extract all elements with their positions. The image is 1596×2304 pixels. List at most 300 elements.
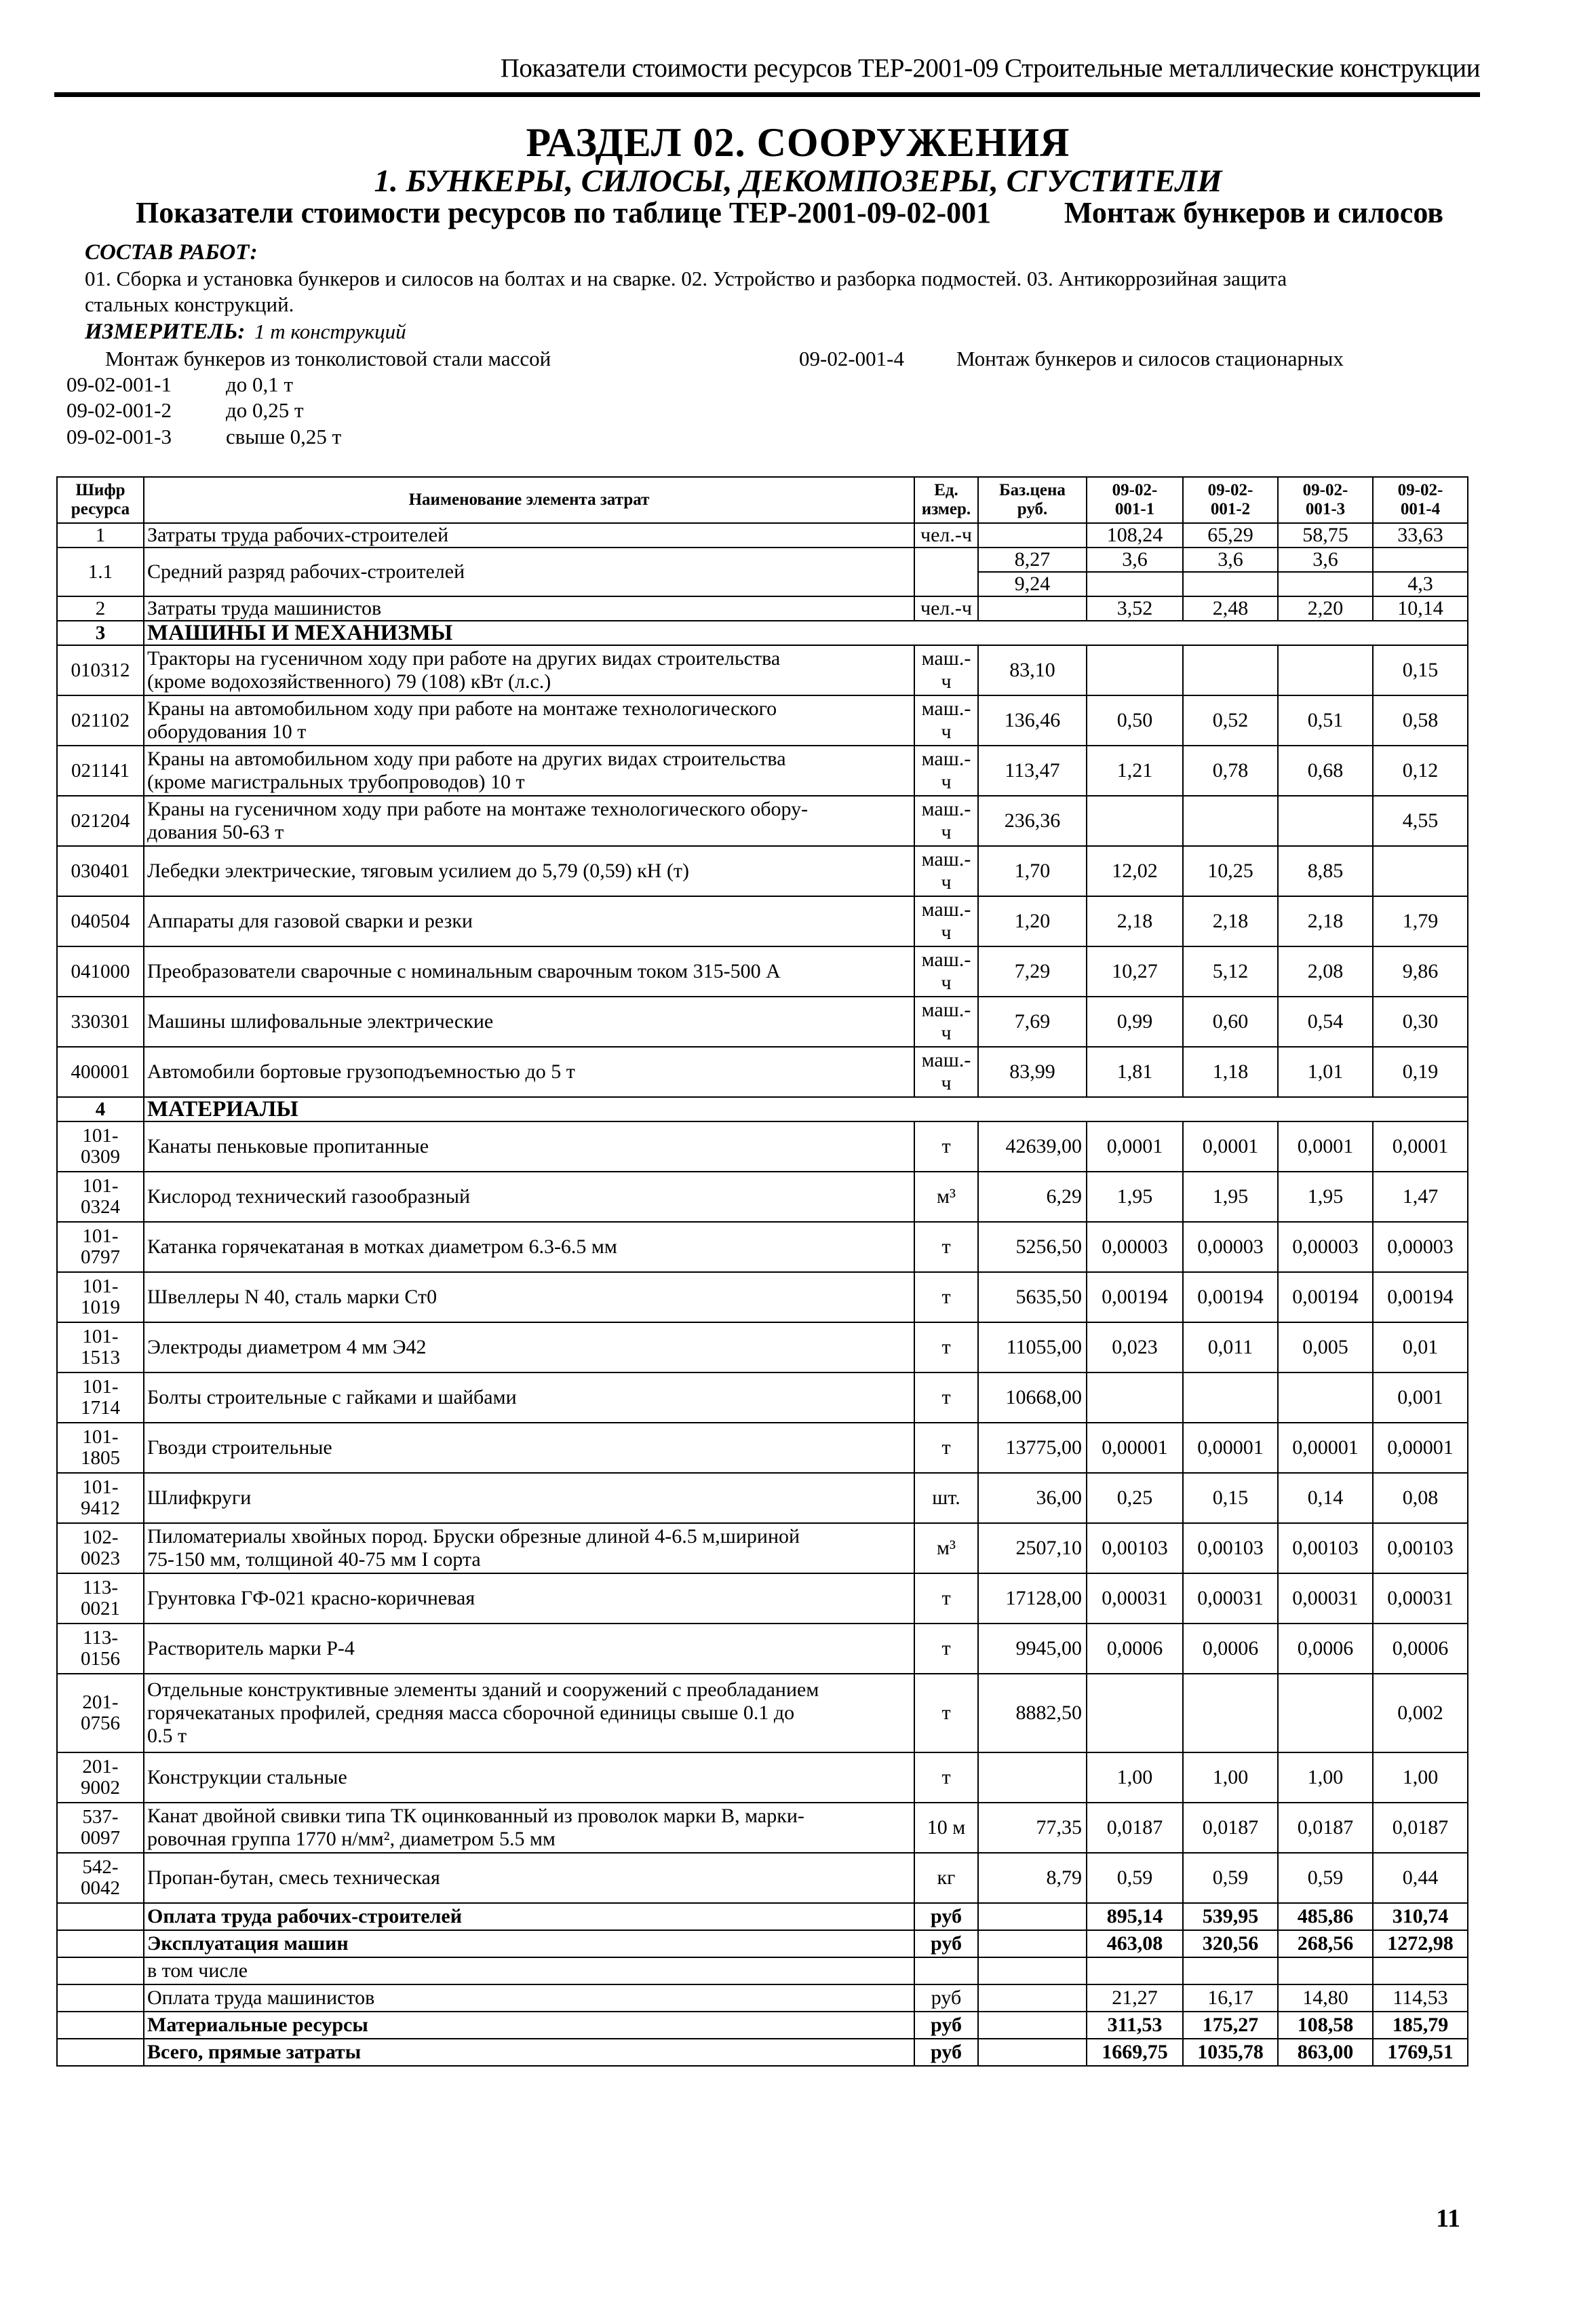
cell-code: 021141 bbox=[57, 746, 144, 796]
cell-value: 3,52 bbox=[1087, 596, 1183, 621]
cell-line: 1513 bbox=[81, 1347, 120, 1368]
variant-desc-4: Монтаж бункеров и силосов стационарных bbox=[956, 347, 1344, 370]
cell-unit: м³ bbox=[914, 1523, 978, 1573]
cell-value: 863,00 bbox=[1278, 2039, 1373, 2066]
cell-unit bbox=[914, 946, 978, 997]
cell-name: Швеллеры N 40, сталь марки Ст0 bbox=[144, 1272, 914, 1322]
cell-code bbox=[57, 1272, 144, 1322]
cell-value bbox=[1183, 1957, 1278, 1984]
cell-price: 5256,50 bbox=[978, 1222, 1087, 1272]
cell-value: 0,00003 bbox=[1373, 1222, 1468, 1272]
cell-line: 0756 bbox=[81, 1712, 120, 1734]
cell-line: Пиломатериалы хвойных пород. Бруски обрезные длиной 4-6.5 м,шириной bbox=[147, 1525, 800, 1548]
cell-name: в том числе bbox=[144, 1957, 914, 1984]
cell-code bbox=[57, 2012, 144, 2039]
cell-price: 10668,00 bbox=[978, 1372, 1087, 1423]
cell-unit: руб bbox=[914, 1930, 978, 1957]
cell-value: 0,59 bbox=[1278, 1853, 1373, 1903]
cell-value: 3,6 bbox=[1087, 548, 1183, 572]
cell-line: 9002 bbox=[81, 1777, 120, 1799]
cell-value: 0,00194 bbox=[1087, 1272, 1183, 1322]
cell-price bbox=[978, 1984, 1087, 2012]
cell-line: Краны на автомобильном ходу при работе на других видах строительства bbox=[147, 748, 786, 770]
cell-value: 0,00031 bbox=[1373, 1573, 1468, 1624]
cell-code: 2 bbox=[57, 596, 144, 621]
subsection-title: 1. БУНКЕРЫ, СИЛОСЫ, ДЕКОМПОЗЕРЫ, СГУСТИТЕЛИ bbox=[374, 164, 1222, 199]
cell-value: 1769,51 bbox=[1373, 2039, 1468, 2066]
cell-value bbox=[1278, 1957, 1373, 1984]
cell-value: 320,56 bbox=[1183, 1930, 1278, 1957]
cell-value: 0,00103 bbox=[1183, 1523, 1278, 1573]
cell-line: ч bbox=[941, 972, 952, 994]
cell-value: 2,18 bbox=[1278, 896, 1373, 946]
cell-value bbox=[1183, 796, 1278, 846]
cell-line: 0156 bbox=[81, 1648, 120, 1670]
table-row-material bbox=[57, 1573, 1468, 1624]
cell-value: 0,00003 bbox=[1278, 1222, 1373, 1272]
cell-line: ч bbox=[941, 821, 952, 843]
cell-value: 0,52 bbox=[1183, 695, 1278, 746]
cell-value: 1,00 bbox=[1278, 1752, 1373, 1803]
header-col-4: 09-02- 001-4 bbox=[1373, 477, 1468, 523]
cell-name: Оплата труда рабочих-строителей bbox=[144, 1903, 914, 1930]
table-row-material bbox=[57, 1523, 1468, 1573]
cell-line: 101- bbox=[82, 1476, 119, 1498]
cell-line: 101- bbox=[82, 1225, 119, 1247]
cell-unit: т bbox=[914, 1423, 978, 1473]
page-number: 11 bbox=[1436, 2204, 1460, 2233]
variant-desc-3: свыше 0,25 т bbox=[226, 425, 342, 448]
variants-heading: Монтаж бункеров из тонколистовой стали массой bbox=[105, 347, 551, 370]
works-label: СОСТАВ РАБОТ: bbox=[85, 240, 258, 265]
cell-value: 0,00001 bbox=[1373, 1423, 1468, 1473]
cell-value: 0,023 bbox=[1087, 1322, 1183, 1372]
cell-unit: т bbox=[914, 1573, 978, 1624]
cell-price: 17128,00 bbox=[978, 1573, 1087, 1624]
variant-code-3: 09-02-001-3 bbox=[66, 425, 172, 448]
cell-value: 0,00031 bbox=[1087, 1573, 1183, 1624]
cell-price: 8882,50 bbox=[978, 1674, 1087, 1752]
works-text-line2: стальных конструкций. bbox=[85, 292, 294, 316]
cell-name: Катанка горячекатаная в мотках диаметром 6.3-6.5 мм bbox=[144, 1222, 914, 1272]
cell-line: горячекатаных профилей, средняя масса сборочной единицы свыше 0.1 до bbox=[147, 1702, 795, 1724]
table-row-machine bbox=[57, 846, 1468, 896]
cell-value: 33,63 bbox=[1373, 523, 1468, 548]
header-unit: Ед. измер. bbox=[914, 477, 978, 523]
cell-value: 0,00103 bbox=[1278, 1523, 1373, 1573]
cell-value: 0,011 bbox=[1183, 1322, 1278, 1372]
table-row-material bbox=[57, 1172, 1468, 1222]
cell-name: Оплата труда машинистов bbox=[144, 1984, 914, 2012]
cell-line: Отдельные конструктивные элементы зданий и сооружений с преобладанием bbox=[147, 1678, 819, 1701]
cell-price: 77,35 bbox=[978, 1803, 1087, 1853]
section-heading: МАШИНЫ И МЕХАНИЗМЫ bbox=[144, 621, 1468, 645]
cell-price: 1,70 bbox=[978, 846, 1087, 896]
cell-value: 9,86 bbox=[1373, 946, 1468, 997]
cell-value: 0,0006 bbox=[1183, 1624, 1278, 1674]
cell-name: Аппараты для газовой сварки и резки bbox=[144, 896, 914, 946]
cell-value: 1,47 bbox=[1373, 1172, 1468, 1222]
cell-unit bbox=[914, 548, 978, 596]
cell-code bbox=[57, 1172, 144, 1222]
cell-value: 0,00003 bbox=[1087, 1222, 1183, 1272]
cell-value: 0,00194 bbox=[1183, 1272, 1278, 1322]
cell-code bbox=[57, 1121, 144, 1172]
cell-value bbox=[1278, 572, 1373, 596]
cell-value: 0,12 bbox=[1373, 746, 1468, 796]
cell-code bbox=[57, 1984, 144, 2012]
cell-unit: кг bbox=[914, 1853, 978, 1903]
cell-value bbox=[1087, 1957, 1183, 1984]
cell-code bbox=[57, 1803, 144, 1853]
cell-unit bbox=[914, 846, 978, 896]
cell-line: Краны на гусеничном ходу при работе на монтаже технологического обору- bbox=[147, 798, 809, 820]
cell-price: 7,69 bbox=[978, 997, 1087, 1047]
cell-line: ч bbox=[941, 670, 952, 693]
table-row-material bbox=[57, 1624, 1468, 1674]
cell-value bbox=[1183, 1372, 1278, 1423]
cell-value: 1,79 bbox=[1373, 896, 1468, 946]
cell-value bbox=[1278, 1674, 1373, 1752]
cell-code bbox=[57, 1624, 144, 1674]
cell-value: 0,50 bbox=[1087, 695, 1183, 746]
cell-price bbox=[978, 2012, 1087, 2039]
cell-line: 101- bbox=[82, 1326, 119, 1347]
cell-value bbox=[1183, 1674, 1278, 1752]
cell-line: 1805 bbox=[81, 1447, 120, 1469]
cell-value: 3,6 bbox=[1183, 548, 1278, 572]
header-price: Баз.цена руб. bbox=[978, 477, 1087, 523]
cell-line: 113- bbox=[82, 1577, 119, 1598]
cell-value: 10,14 bbox=[1373, 596, 1468, 621]
cell-value: 1,18 bbox=[1183, 1047, 1278, 1097]
cell-price: 1,20 bbox=[978, 896, 1087, 946]
cell-value: 0,002 bbox=[1373, 1674, 1468, 1752]
cell-value: 2,48 bbox=[1183, 596, 1278, 621]
cell-code bbox=[57, 1957, 144, 1984]
cell-value: 0,15 bbox=[1183, 1473, 1278, 1523]
cell-value: 10,25 bbox=[1183, 846, 1278, 896]
cell-code: 400001 bbox=[57, 1047, 144, 1097]
cell-line: 101- bbox=[82, 1175, 119, 1197]
table-row-machine bbox=[57, 896, 1468, 946]
cell-line: ч bbox=[941, 871, 952, 894]
cell-code: 040504 bbox=[57, 896, 144, 946]
table-row-total bbox=[57, 2039, 1468, 2066]
cell-code: 030401 bbox=[57, 846, 144, 896]
cell-name: Растворитель марки Р-4 bbox=[144, 1624, 914, 1674]
table-row-machine bbox=[57, 645, 1468, 695]
cell-value: 0,00001 bbox=[1087, 1423, 1183, 1473]
table-section-materials bbox=[57, 1097, 1468, 1121]
cell-unit bbox=[914, 695, 978, 746]
cell-value: 0,19 bbox=[1373, 1047, 1468, 1097]
cell-price bbox=[978, 1930, 1087, 1957]
cell-name bbox=[144, 1803, 914, 1853]
cell-value: 0,0187 bbox=[1183, 1803, 1278, 1853]
cell-value: 114,53 bbox=[1373, 1984, 1468, 2012]
cell-value: 0,0001 bbox=[1183, 1121, 1278, 1172]
cell-value: 0,30 bbox=[1373, 997, 1468, 1047]
cell-value: 1,95 bbox=[1278, 1172, 1373, 1222]
table-header-row bbox=[57, 477, 1468, 523]
cell-name: Машины шлифовальные электрические bbox=[144, 997, 914, 1047]
cell-code: 021204 bbox=[57, 796, 144, 846]
cell-value: 485,86 bbox=[1278, 1903, 1373, 1930]
cell-line: (кроме водохозяйственного) 79 (108) кВт (л.с.) bbox=[147, 670, 551, 693]
cell-line: ч bbox=[941, 1022, 952, 1044]
cell-name: Всего, прямые затраты bbox=[144, 2039, 914, 2066]
cell-value: 4,3 bbox=[1373, 572, 1468, 596]
cell-value: 1669,75 bbox=[1087, 2039, 1183, 2066]
cell-unit bbox=[914, 746, 978, 796]
cell-value: 0,54 bbox=[1278, 997, 1373, 1047]
cell-unit: чел.-ч bbox=[914, 523, 978, 548]
cell-value bbox=[1087, 645, 1183, 695]
cell-value: 268,56 bbox=[1278, 1930, 1373, 1957]
table-row-total bbox=[57, 2012, 1468, 2039]
cell-code bbox=[57, 1222, 144, 1272]
cell-value: 1,00 bbox=[1183, 1752, 1278, 1803]
cell-line: 201- bbox=[82, 1756, 119, 1778]
cell-value: 14,80 bbox=[1278, 1984, 1373, 2012]
cell-price: 42639,00 bbox=[978, 1121, 1087, 1172]
cell-value: 0,00194 bbox=[1278, 1272, 1373, 1322]
cell-value: 0,25 bbox=[1087, 1473, 1183, 1523]
cell-code: 330301 bbox=[57, 997, 144, 1047]
table-row-total bbox=[57, 1984, 1468, 2012]
works-text-line1: 01. Сборка и установка бункеров и силосов на болтах и на сварке. 02. Устройство и разборка подмостей. 03. Антикоррозийная защита bbox=[85, 267, 1287, 290]
cell-value: 1,95 bbox=[1183, 1172, 1278, 1222]
cell-code bbox=[57, 1903, 144, 1930]
cell-value: 0,0001 bbox=[1373, 1121, 1468, 1172]
cell-line: 0042 bbox=[81, 1877, 120, 1899]
meter-label: ИЗМЕРИТЕЛЬ: bbox=[85, 320, 246, 344]
cell-price: 7,29 bbox=[978, 946, 1087, 997]
cell-value: 0,08 bbox=[1373, 1473, 1468, 1523]
variant-code-1: 09-02-001-1 bbox=[66, 372, 172, 396]
variant-desc-2: до 0,25 т bbox=[226, 398, 304, 422]
cell-line: 101- bbox=[82, 1125, 119, 1147]
cell-name: Электроды диаметром 4 мм Э42 bbox=[144, 1322, 914, 1372]
cell-price bbox=[978, 2039, 1087, 2066]
cell-line: маш.- bbox=[921, 1049, 971, 1071]
cell-line: 102- bbox=[82, 1527, 119, 1548]
cell-value: 463,08 bbox=[1087, 1930, 1183, 1957]
cell-name: Преобразователи сварочные с номинальным сварочным током 315-500 А bbox=[144, 946, 914, 997]
cell-value: 0,00194 bbox=[1373, 1272, 1468, 1322]
cell-code bbox=[57, 1930, 144, 1957]
cell-price bbox=[978, 1957, 1087, 1984]
cell-name: Гвозди строительные bbox=[144, 1423, 914, 1473]
cell-value bbox=[1183, 572, 1278, 596]
cell-price: 9,24 bbox=[978, 572, 1087, 596]
cell-value: 0,0001 bbox=[1278, 1121, 1373, 1172]
resource-cost-table bbox=[56, 476, 1468, 2067]
table-row-material bbox=[57, 1372, 1468, 1423]
cell-value: 0,44 bbox=[1373, 1853, 1468, 1903]
cell-value: 0,0001 bbox=[1087, 1121, 1183, 1172]
cell-unit: чел.-ч bbox=[914, 596, 978, 621]
cell-name: Затраты труда рабочих-строителей bbox=[144, 523, 914, 548]
cell-unit: м³ bbox=[914, 1172, 978, 1222]
variant-code-4: 09-02-001-4 bbox=[799, 347, 904, 370]
table-row-grade-a bbox=[57, 548, 1468, 572]
table-row-total bbox=[57, 1957, 1468, 1984]
table-row-machine bbox=[57, 746, 1468, 796]
cell-line: 0797 bbox=[81, 1246, 120, 1268]
cell-line: 0021 bbox=[81, 1598, 120, 1619]
table-row-material bbox=[57, 1423, 1468, 1473]
table-subject: Монтаж бункеров и силосов bbox=[1064, 196, 1443, 229]
variant-code-2: 09-02-001-2 bbox=[66, 398, 172, 422]
cell-unit: т bbox=[914, 1272, 978, 1322]
table-row-material bbox=[57, 1272, 1468, 1322]
header-rule bbox=[54, 92, 1480, 97]
cell-value: 5,12 bbox=[1183, 946, 1278, 997]
cell-value: 21,27 bbox=[1087, 1984, 1183, 2012]
cell-value: 108,58 bbox=[1278, 2012, 1373, 2039]
cell-value: 4,55 bbox=[1373, 796, 1468, 846]
cell-unit: т bbox=[914, 1121, 978, 1172]
table-row-machine bbox=[57, 695, 1468, 746]
cell-value: 3,6 bbox=[1278, 548, 1373, 572]
header-name: Наименование элемента затрат bbox=[144, 477, 914, 523]
cell-line: 0324 bbox=[81, 1196, 120, 1218]
cell-line: 101- bbox=[82, 1376, 119, 1398]
running-header: Показатели стоимости ресурсов ТЕР-2001-09 Строительные металлические конструкции bbox=[500, 54, 1480, 83]
cell-value: 0,0006 bbox=[1087, 1624, 1183, 1674]
cell-line: 0023 bbox=[81, 1548, 120, 1569]
cell-value: 895,14 bbox=[1087, 1903, 1183, 1930]
cell-name: Средний разряд рабочих-строителей bbox=[144, 548, 914, 596]
cell-unit bbox=[914, 896, 978, 946]
cell-price bbox=[978, 1903, 1087, 1930]
cell-line: маш.- bbox=[921, 948, 971, 971]
cell-value: 185,79 bbox=[1373, 2012, 1468, 2039]
cell-value bbox=[1278, 645, 1373, 695]
cell-line: Краны на автомобильном ходу при работе на монтаже технологического bbox=[147, 697, 777, 720]
cell-unit: шт. bbox=[914, 1473, 978, 1523]
cell-value bbox=[1183, 645, 1278, 695]
table-row-material bbox=[57, 1752, 1468, 1803]
cell-value: 0,59 bbox=[1183, 1853, 1278, 1903]
cell-unit: руб bbox=[914, 2012, 978, 2039]
cell-line: дования 50-63 т bbox=[147, 821, 284, 843]
cell-value: 2,08 bbox=[1278, 946, 1373, 997]
cell-line: 1714 bbox=[81, 1397, 120, 1419]
cell-price: 8,79 bbox=[978, 1853, 1087, 1903]
cell-line: 0.5 т bbox=[147, 1725, 187, 1747]
cell-price bbox=[978, 1752, 1087, 1803]
cell-value: 0,68 bbox=[1278, 746, 1373, 796]
cell-unit: т bbox=[914, 1372, 978, 1423]
cell-value: 0,59 bbox=[1087, 1853, 1183, 1903]
table-section-machines bbox=[57, 621, 1468, 645]
cell-value: 108,24 bbox=[1087, 523, 1183, 548]
cell-line: ровочная группа 1770 н/мм², диаметром 5.5 мм bbox=[147, 1828, 556, 1850]
table-row-material bbox=[57, 1322, 1468, 1372]
cell-code: 1 bbox=[57, 523, 144, 548]
cell-line: 537- bbox=[82, 1806, 119, 1828]
cell-code bbox=[57, 1752, 144, 1803]
cell-value: 1,00 bbox=[1087, 1752, 1183, 1803]
cell-value: 1035,78 bbox=[1183, 2039, 1278, 2066]
cell-value: 65,29 bbox=[1183, 523, 1278, 548]
cell-code: 021102 bbox=[57, 695, 144, 746]
cell-price: 2507,10 bbox=[978, 1523, 1087, 1573]
table-row-material bbox=[57, 1473, 1468, 1523]
cell-value: 12,02 bbox=[1087, 846, 1183, 896]
cell-value: 0,00031 bbox=[1278, 1573, 1373, 1624]
cell-value bbox=[1087, 796, 1183, 846]
cell-line: 113- bbox=[82, 1627, 119, 1649]
cell-price: 6,29 bbox=[978, 1172, 1087, 1222]
cell-code bbox=[57, 1372, 144, 1423]
cell-price: 83,10 bbox=[978, 645, 1087, 695]
cell-price: 136,46 bbox=[978, 695, 1087, 746]
cell-value: 0,00001 bbox=[1183, 1423, 1278, 1473]
cell-value: 2,18 bbox=[1183, 896, 1278, 946]
cell-value: 0,01 bbox=[1373, 1322, 1468, 1372]
table-row-material bbox=[57, 1853, 1468, 1903]
table-title: Показатели стоимости ресурсов по таблице ТЕР-2001-09-02-001 bbox=[136, 196, 992, 229]
cell-price: 236,36 bbox=[978, 796, 1087, 846]
cell-value bbox=[1087, 1674, 1183, 1752]
cell-line: маш.- bbox=[921, 748, 971, 770]
cell-value: 16,17 bbox=[1183, 1984, 1278, 2012]
cell-value: 2,20 bbox=[1278, 596, 1373, 621]
cell-value: 0,0006 bbox=[1373, 1624, 1468, 1674]
cell-price bbox=[978, 523, 1087, 548]
cell-line: 101- bbox=[82, 1426, 119, 1448]
cell-name bbox=[144, 1674, 914, 1752]
cell-value: 1,21 bbox=[1087, 746, 1183, 796]
cell-value: 0,0187 bbox=[1087, 1803, 1183, 1853]
cell-value: 1,01 bbox=[1278, 1047, 1373, 1097]
cell-name: Эксплуатация машин bbox=[144, 1930, 914, 1957]
cell-name: Болты строительные с гайками и шайбами bbox=[144, 1372, 914, 1423]
cell-value: 0,00001 bbox=[1278, 1423, 1373, 1473]
cell-line: (кроме магистральных трубопроводов) 10 т bbox=[147, 771, 525, 793]
cell-value: 539,95 bbox=[1183, 1903, 1278, 1930]
cell-value: 0,0187 bbox=[1373, 1803, 1468, 1853]
cell-name: Конструкции стальные bbox=[144, 1752, 914, 1803]
cell-value bbox=[1373, 1957, 1468, 1984]
cell-unit: 10 м bbox=[914, 1803, 978, 1853]
cell-value: 0,00103 bbox=[1373, 1523, 1468, 1573]
cell-unit: т bbox=[914, 1752, 978, 1803]
cell-name: Грунтовка ГФ-021 красно-коричневая bbox=[144, 1573, 914, 1624]
table-row-material bbox=[57, 1674, 1468, 1752]
cell-line: ч bbox=[941, 721, 952, 743]
cell-code bbox=[57, 1473, 144, 1523]
cell-name: Кислород технический газообразный bbox=[144, 1172, 914, 1222]
cell-line: 542- bbox=[82, 1856, 119, 1878]
cell-line: маш.- bbox=[921, 999, 971, 1021]
table-row-machinists bbox=[57, 596, 1468, 621]
section-title: РАЗДЕЛ 02. СООРУЖЕНИЯ bbox=[526, 120, 1070, 165]
cell-code bbox=[57, 1674, 144, 1752]
header-col-3: 09-02- 001-3 bbox=[1278, 477, 1373, 523]
cell-value bbox=[1087, 572, 1183, 596]
cell-value: 0,0006 bbox=[1278, 1624, 1373, 1674]
cell-value: 10,27 bbox=[1087, 946, 1183, 997]
cell-value: 0,0187 bbox=[1278, 1803, 1373, 1853]
cell-line: ч bbox=[941, 771, 952, 793]
cell-value bbox=[1373, 548, 1468, 572]
cell-value: 0,001 bbox=[1373, 1372, 1468, 1423]
